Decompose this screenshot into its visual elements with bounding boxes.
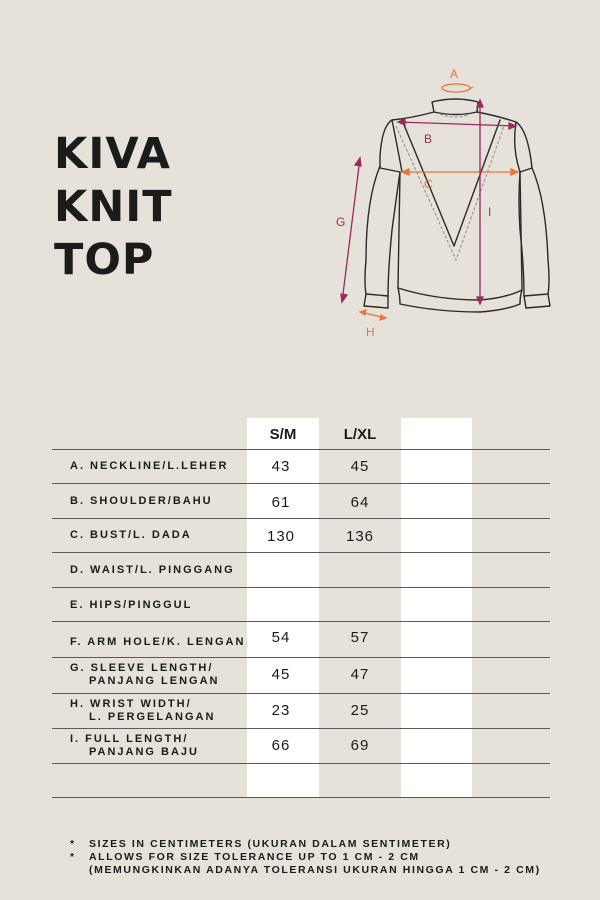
row-label-hips: E. HIPS/PINGGUL [70, 599, 193, 611]
value-bust-lxl: 136 [345, 528, 375, 545]
row-label-shoulder: B. SHOULDER/BAHU [70, 495, 213, 507]
row-divider [52, 518, 550, 519]
garment-illustration [320, 60, 560, 350]
label-h: H [366, 325, 375, 339]
footnote [70, 851, 541, 864]
footnote-text: ALLOWS FOR SIZE TOLERANCE UP TO 1 CM - 2 CM [89, 851, 420, 863]
footnote-text: (MEMUNGKINKAN ADANYA TOLERANSI UKURAN HINGGA 1 CM - 2 CM) [89, 864, 541, 876]
value-armhole-sm: 54 [271, 629, 291, 646]
row-label-sleeve-length [70, 662, 219, 688]
row-label-armhole: F. ARM HOLE/K. LENGAN [70, 636, 246, 648]
collar-outline [432, 99, 478, 115]
product-title [54, 128, 173, 287]
value-sleeve-lxl: 47 [350, 666, 370, 683]
label-c: C [424, 177, 433, 191]
value-full-length-lxl: 69 [350, 737, 370, 754]
row-divider [52, 483, 550, 484]
row-divider [52, 763, 550, 764]
row-divider [52, 797, 550, 798]
row-label-line: L. PERGELANGAN [89, 711, 216, 723]
row-label-line: PANJANG BAJU [89, 746, 199, 758]
row-divider [52, 552, 550, 553]
bullet: * [70, 851, 76, 863]
title-line: TOP [54, 235, 155, 285]
label-g: G [336, 215, 346, 229]
footnote [70, 838, 541, 851]
footnotes [70, 838, 541, 877]
row-divider [52, 621, 550, 622]
value-shoulder-sm: 61 [271, 494, 291, 511]
measure-g [342, 158, 360, 302]
measure-a [442, 84, 470, 92]
label-b: B [424, 132, 433, 146]
label-a: A [450, 67, 459, 81]
value-neckline-sm: 43 [271, 458, 291, 475]
footnote-text: SIZES IN CENTIMETERS (UKURAN DALAM SENTIMETER) [89, 838, 452, 850]
row-divider [52, 728, 550, 729]
label-i: I [488, 205, 492, 219]
row-label-neckline: A. NECKLINE/L.LEHER [70, 460, 229, 472]
column-header-sm: S/M [269, 426, 297, 443]
right-sleeve [519, 168, 549, 296]
v-panel [402, 120, 500, 246]
row-label-bust: C. BUST/L. DADA [70, 529, 192, 541]
row-divider [52, 657, 550, 658]
value-full-length-sm: 66 [271, 737, 291, 754]
value-sleeve-sm: 45 [271, 666, 291, 683]
row-divider [52, 449, 550, 450]
row-label-line: PANJANG LENGAN [89, 675, 220, 687]
row-label-wrist-width [70, 698, 215, 724]
row-label-line: I. FULL LENGTH/ [70, 733, 189, 745]
title-line: KIVA [54, 129, 171, 179]
left-sleeve [365, 166, 400, 296]
bullet: * [70, 838, 76, 850]
row-label-line: H. WRIST WIDTH/ [70, 698, 192, 710]
title-line: KNIT [54, 182, 173, 232]
value-neckline-lxl: 45 [350, 458, 370, 475]
value-shoulder-lxl: 64 [350, 494, 370, 511]
value-armhole-lxl: 57 [350, 629, 370, 646]
value-wrist-sm: 23 [271, 702, 291, 719]
value-bust-sm: 130 [266, 528, 296, 545]
row-label-waist: D. WAIST/L. PINGGANG [70, 564, 235, 576]
row-divider [52, 693, 550, 694]
row-label-line: G. SLEEVE LENGTH/ [70, 662, 214, 674]
column-empty-bg [401, 418, 472, 797]
row-divider [52, 587, 550, 588]
column-header-lxl: L/XL [343, 426, 377, 443]
value-wrist-lxl: 25 [350, 702, 370, 719]
row-label-full-length [70, 733, 199, 759]
